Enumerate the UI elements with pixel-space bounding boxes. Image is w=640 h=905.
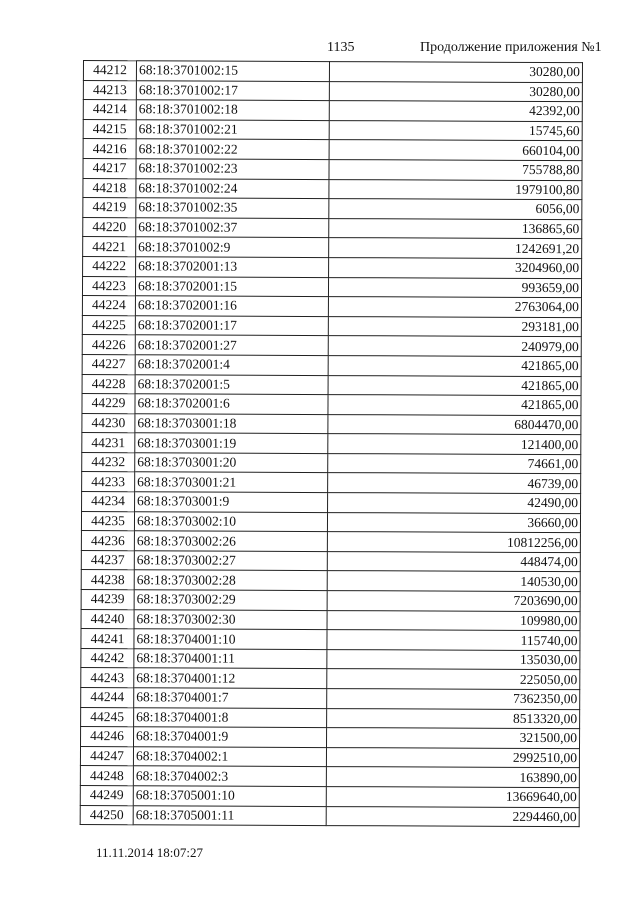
cadastral-number-cell: 68:18:3702001:5 xyxy=(135,374,328,394)
row-number-cell: 44222 xyxy=(83,256,136,276)
table-row xyxy=(83,80,582,102)
cadastral-number-cell: 68:18:3703002:30 xyxy=(134,609,327,629)
table-row xyxy=(82,276,581,298)
table-row xyxy=(80,746,579,768)
row-number-cell: 44219 xyxy=(83,198,136,218)
table-row xyxy=(82,296,581,318)
row-number-cell: 44236 xyxy=(81,531,134,551)
cadastral-number-cell: 68:18:3703002:29 xyxy=(134,590,327,610)
table-row xyxy=(82,335,581,357)
cadastral-value-cell: 660104,00 xyxy=(329,140,582,161)
table-row xyxy=(82,394,581,416)
table-row xyxy=(80,785,579,807)
table-row xyxy=(83,61,582,83)
row-number-cell: 44235 xyxy=(81,511,134,531)
table-row xyxy=(83,237,582,259)
table-row xyxy=(81,687,580,709)
table-row xyxy=(81,609,580,631)
table-row xyxy=(81,648,580,670)
cadastral-number-cell: 68:18:3704001:12 xyxy=(134,668,327,688)
cadastral-number-cell: 68:18:3705001:11 xyxy=(133,805,326,825)
cadastral-number-cell: 68:18:3701002:21 xyxy=(136,120,329,140)
cadastral-number-cell: 68:18:3703001:21 xyxy=(135,472,328,492)
table-row xyxy=(81,668,580,690)
row-number-cell: 44220 xyxy=(83,217,136,237)
cadastral-value-cell: 42490,00 xyxy=(328,493,581,514)
cadastral-number-cell: 68:18:3701002:35 xyxy=(136,198,329,218)
row-number-cell: 44221 xyxy=(83,237,136,257)
row-number-cell: 44238 xyxy=(81,570,134,590)
cadastral-value-cell: 293181,00 xyxy=(328,316,581,337)
cadastral-value-cell: 135030,00 xyxy=(327,649,580,670)
row-number-cell: 44226 xyxy=(82,335,135,355)
cadastral-number-cell: 68:18:3701002:37 xyxy=(136,217,329,237)
cadastral-number-cell: 68:18:3704001:11 xyxy=(134,649,327,669)
cadastral-number-cell: 68:18:3703002:28 xyxy=(134,570,327,590)
cadastral-value-cell: 7203690,00 xyxy=(327,591,580,612)
cadastral-value-cell: 46739,00 xyxy=(328,473,581,494)
cadastral-value-table xyxy=(80,60,583,827)
table-row xyxy=(83,198,582,220)
cadastral-number-cell: 68:18:3701002:22 xyxy=(136,139,329,159)
cadastral-value-cell: 13669640,00 xyxy=(326,787,579,808)
table-row xyxy=(80,805,579,827)
cadastral-value-cell: 136865,60 xyxy=(329,218,582,239)
table-row xyxy=(81,590,580,612)
row-number-cell: 44224 xyxy=(82,296,135,316)
row-number-cell: 44232 xyxy=(82,452,135,472)
cadastral-number-cell: 68:18:3703001:9 xyxy=(135,492,328,512)
cadastral-value-cell: 7362350,00 xyxy=(327,689,580,710)
table-row xyxy=(83,178,582,200)
cadastral-value-cell: 109980,00 xyxy=(327,610,580,631)
row-number-cell: 44213 xyxy=(83,80,136,100)
row-number-cell: 44233 xyxy=(82,472,135,492)
row-number-cell: 44228 xyxy=(82,374,135,394)
cadastral-number-cell: 68:18:3704002:3 xyxy=(133,766,326,786)
table-row xyxy=(82,472,581,494)
table-row xyxy=(81,570,580,592)
cadastral-number-cell: 68:18:3702001:27 xyxy=(135,335,328,355)
table-row xyxy=(81,511,580,533)
cadastral-value-cell: 10812256,00 xyxy=(327,532,580,553)
cadastral-value-cell: 421865,00 xyxy=(328,355,581,376)
cadastral-value-cell: 42392,00 xyxy=(329,101,582,122)
table-row xyxy=(83,100,582,122)
table-row xyxy=(81,550,580,572)
cadastral-value-cell: 321500,00 xyxy=(327,728,580,749)
row-number-cell: 44212 xyxy=(83,61,136,81)
cadastral-value-cell: 1979100,80 xyxy=(329,179,582,200)
row-number-cell: 44227 xyxy=(82,354,135,374)
cadastral-number-cell: 68:18:3703002:10 xyxy=(134,511,327,531)
row-number-cell: 44248 xyxy=(80,766,133,786)
cadastral-value-cell: 993659,00 xyxy=(328,277,581,298)
cadastral-value-cell: 225050,00 xyxy=(327,669,580,690)
cadastral-value-cell: 163890,00 xyxy=(326,767,579,788)
cadastral-number-cell: 68:18:3703002:26 xyxy=(134,531,327,551)
cadastral-value-cell: 421865,00 xyxy=(328,395,581,416)
row-number-cell: 44225 xyxy=(82,315,135,335)
table-row xyxy=(81,629,580,651)
appendix-title: Продолжение приложения №1 xyxy=(420,40,602,55)
cadastral-value-cell: 448474,00 xyxy=(327,551,580,572)
cadastral-value-cell: 115740,00 xyxy=(327,630,580,651)
cadastral-value-cell: 6056,00 xyxy=(329,199,582,220)
cadastral-number-cell: 68:18:3704001:8 xyxy=(134,707,327,727)
row-number-cell: 44241 xyxy=(81,629,134,649)
cadastral-value-cell: 755788,80 xyxy=(329,160,582,181)
table-row xyxy=(82,374,581,396)
cadastral-value-cell: 36660,00 xyxy=(327,512,580,533)
row-number-cell: 44218 xyxy=(83,178,136,198)
cadastral-value-cell: 30280,00 xyxy=(329,81,582,102)
print-timestamp: 11.11.2014 18:07:27 xyxy=(96,845,204,860)
table-row xyxy=(80,766,579,788)
cadastral-number-cell: 68:18:3701002:17 xyxy=(136,80,329,100)
row-number-cell: 44234 xyxy=(82,492,135,512)
cadastral-number-cell: 68:18:3702001:4 xyxy=(135,355,328,375)
table-row xyxy=(82,315,581,337)
table-row xyxy=(81,531,580,553)
table-row xyxy=(83,256,582,278)
row-number-cell: 44229 xyxy=(82,394,135,414)
cadastral-value-cell: 2294460,00 xyxy=(326,806,579,827)
row-number-cell: 44245 xyxy=(81,707,134,727)
cadastral-number-cell: 68:18:3701002:9 xyxy=(136,237,329,257)
row-number-cell: 44247 xyxy=(80,746,133,766)
row-number-cell: 44240 xyxy=(81,609,134,629)
cadastral-number-cell: 68:18:3701002:23 xyxy=(136,159,329,179)
row-number-cell: 44237 xyxy=(81,550,134,570)
cadastral-number-cell: 68:18:3701002:18 xyxy=(136,100,329,120)
cadastral-value-cell: 3204960,00 xyxy=(329,258,582,279)
row-number-cell: 44230 xyxy=(82,413,135,433)
row-number-cell: 44243 xyxy=(81,668,134,688)
row-number-cell: 44231 xyxy=(82,433,135,453)
cadastral-value-cell: 1242691,20 xyxy=(329,238,582,259)
row-number-cell: 44249 xyxy=(80,785,133,805)
cadastral-number-cell: 68:18:3701002:24 xyxy=(136,178,329,198)
cadastral-number-cell: 68:18:3703001:19 xyxy=(135,433,328,453)
table-row xyxy=(83,217,582,239)
row-number-cell: 44244 xyxy=(81,687,134,707)
cadastral-number-cell: 68:18:3704001:10 xyxy=(134,629,327,649)
cadastral-number-cell: 68:18:3702001:16 xyxy=(135,296,328,316)
table-row xyxy=(83,158,582,180)
row-number-cell: 44250 xyxy=(80,805,133,825)
table-row xyxy=(82,433,581,455)
cadastral-number-cell: 68:18:3702001:15 xyxy=(135,276,328,296)
cadastral-number-cell: 68:18:3705001:10 xyxy=(133,786,326,806)
cadastral-number-cell: 68:18:3702001:13 xyxy=(136,257,329,277)
page-number: 1135 xyxy=(327,40,355,55)
cadastral-number-cell: 68:18:3704001:9 xyxy=(134,727,327,747)
cadastral-value-cell: 2763064,00 xyxy=(328,297,581,318)
table-row xyxy=(82,354,581,376)
cadastral-number-cell: 68:18:3704001:7 xyxy=(134,688,327,708)
cadastral-number-cell: 68:18:3704002:1 xyxy=(133,747,326,767)
cadastral-value-cell: 30280,00 xyxy=(329,62,582,83)
row-number-cell: 44215 xyxy=(83,119,136,139)
cadastral-number-cell: 68:18:3703002:27 xyxy=(134,551,327,571)
row-number-cell: 44217 xyxy=(83,158,136,178)
table-row xyxy=(82,452,581,474)
table-row xyxy=(83,139,582,161)
table-row xyxy=(81,707,580,729)
row-number-cell: 44214 xyxy=(83,100,136,120)
row-number-cell: 44239 xyxy=(81,590,134,610)
cadastral-value-cell: 15745,60 xyxy=(329,120,582,141)
row-number-cell: 44216 xyxy=(83,139,136,159)
cadastral-value-cell: 8513320,00 xyxy=(327,708,580,729)
cadastral-value-cell: 240979,00 xyxy=(328,336,581,357)
row-number-cell: 44242 xyxy=(81,648,134,668)
row-number-cell: 44246 xyxy=(81,727,134,747)
cadastral-value-cell: 421865,00 xyxy=(328,375,581,396)
cadastral-value-cell: 121400,00 xyxy=(328,434,581,455)
cadastral-number-cell: 68:18:3702001:17 xyxy=(135,315,328,335)
cadastral-number-cell: 68:18:3702001:6 xyxy=(135,394,328,414)
cadastral-number-cell: 68:18:3701002:15 xyxy=(136,61,329,81)
table-row xyxy=(82,413,581,435)
row-number-cell: 44223 xyxy=(82,276,135,296)
cadastral-value-cell: 140530,00 xyxy=(327,571,580,592)
table-row xyxy=(81,727,580,749)
cadastral-number-cell: 68:18:3703001:18 xyxy=(135,413,328,433)
cadastral-value-cell: 2992510,00 xyxy=(326,747,579,768)
table-row xyxy=(83,119,582,141)
cadastral-value-cell: 6804470,00 xyxy=(328,414,581,435)
cadastral-value-cell: 74661,00 xyxy=(328,453,581,474)
cadastral-number-cell: 68:18:3703001:20 xyxy=(135,453,328,473)
table-row xyxy=(82,492,581,514)
